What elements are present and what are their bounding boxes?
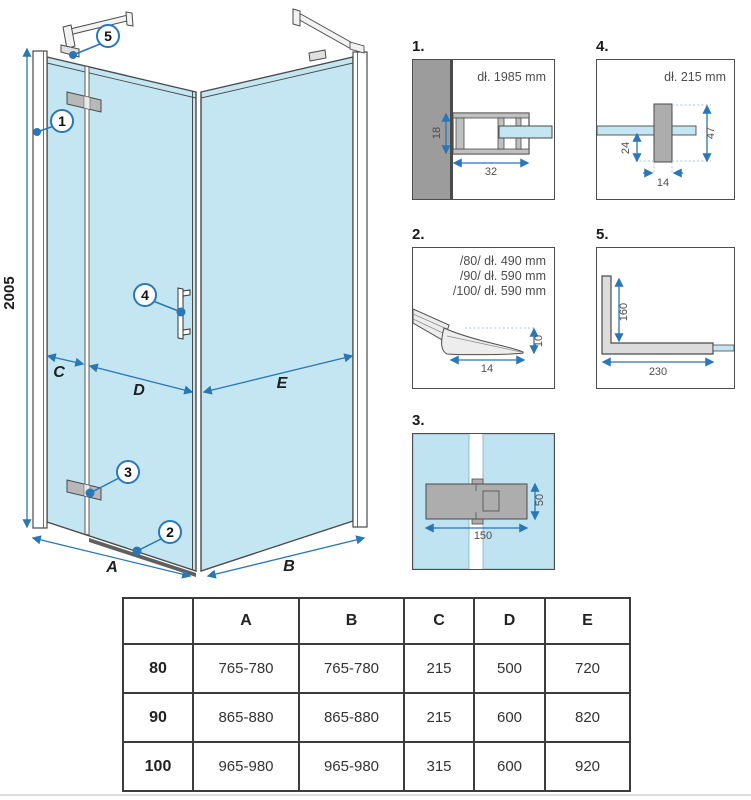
detail-4-dim-47: 47: [705, 126, 717, 140]
table-size-cell: 100: [123, 742, 193, 791]
main-diagram: [0, 0, 410, 610]
glass-edge: [713, 345, 734, 351]
table-value-cell: 215: [404, 644, 474, 693]
detail-5-dim-230: 230: [648, 366, 668, 378]
spec-table: [122, 597, 631, 792]
dim-D-label: D: [133, 382, 145, 399]
dim-height-2005: [1, 49, 27, 527]
callout-1-number: 1: [58, 113, 66, 129]
table-header-A: A: [193, 598, 299, 644]
detail-2-length-80: /80/ dł. 490 mm: [459, 254, 546, 268]
bottom-divider: [0, 794, 751, 796]
table-value-cell: 765-780: [193, 644, 299, 693]
detail-1-dim-18: 18: [431, 126, 443, 140]
table-header-E: E: [545, 598, 630, 644]
detail-5-drawing: [596, 247, 735, 389]
table-value-cell: 865-880: [299, 693, 404, 742]
glass-panel-right: [201, 57, 353, 571]
table-value-cell: 920: [545, 742, 630, 791]
wall-profile-cross-section: [453, 113, 552, 154]
glass-edge: [597, 126, 696, 135]
table-value-cell: 315: [404, 742, 474, 791]
detail-3-dim-50: 50: [534, 493, 546, 507]
table-value-cell: 865-880: [193, 693, 299, 742]
detail-1: [412, 38, 555, 200]
table-size-cell: 90: [123, 693, 193, 742]
detail-2-length-90: /90/ dł. 590 mm: [459, 269, 546, 283]
detail-2-length-100: /100/ dł. 590 mm: [452, 284, 546, 298]
detail-5-label: 5.: [596, 226, 609, 243]
table-header-row: [123, 598, 630, 644]
detail-3: [412, 412, 555, 570]
detail-4-dim-24: 24: [620, 141, 632, 155]
table-row: [123, 693, 630, 742]
detail-4-drawing: [596, 59, 735, 200]
detail-3-label: 3.: [412, 412, 425, 429]
table-value-cell: 720: [545, 644, 630, 693]
table-header-D: D: [474, 598, 545, 644]
table-corner-cell: [123, 598, 193, 644]
detail-1-dim-32: 32: [484, 166, 498, 178]
detail-2-dim-14: 14: [480, 363, 494, 375]
table-header-B: B: [299, 598, 404, 644]
dim-A-label: A: [106, 559, 118, 576]
callout-2-number: 2: [166, 524, 174, 540]
table-value-cell: 500: [474, 644, 545, 693]
wall-profile-right: [353, 52, 367, 527]
table-value-cell: 765-780: [299, 644, 404, 693]
stabilizer-bar-section: [654, 104, 672, 162]
wall-profile-left: [33, 51, 47, 528]
dim-E-label: E: [276, 375, 288, 392]
detail-2-drawing: [412, 247, 555, 389]
detail-2-dim-10: 10: [533, 334, 545, 348]
table-row: [123, 742, 630, 791]
glass-panel-left: [47, 57, 196, 571]
table-value-cell: 965-980: [299, 742, 404, 791]
detail-5-dim-160: 160: [618, 302, 630, 322]
detail-2-label: 2.: [412, 226, 425, 243]
detail-1-drawing: [412, 59, 555, 200]
table-value-cell: 215: [404, 693, 474, 742]
detail-4: [596, 38, 735, 200]
detail-1-length: dł. 1985 mm: [477, 70, 546, 84]
table-value-cell: 600: [474, 693, 545, 742]
seal-strip-section: [413, 309, 523, 355]
callout-4-number: 4: [141, 287, 149, 303]
detail-4-label: 4.: [596, 38, 609, 55]
detail-1-label: 1.: [412, 38, 425, 55]
detail-3-drawing: [412, 433, 555, 570]
dim-C-label: C: [53, 364, 65, 381]
detail-3-dim-150: 150: [473, 530, 493, 542]
glass-edge: [499, 126, 552, 138]
callout-3-number: 3: [124, 464, 132, 480]
door-hinge-profile: [85, 66, 89, 535]
detail-4-length: dł. 215 mm: [664, 70, 726, 84]
detail-4-dim-14: 14: [656, 177, 670, 189]
table-size-cell: 80: [123, 644, 193, 693]
dim-height-label: 2005: [1, 276, 18, 310]
callout-5-number: 5: [104, 28, 112, 44]
dim-B-label: B: [283, 558, 295, 575]
hinge-plate: [426, 479, 527, 524]
detail-2: [412, 226, 555, 389]
table-value-cell: 820: [545, 693, 630, 742]
table-value-cell: 965-980: [193, 742, 299, 791]
table-row: [123, 644, 630, 693]
table-value-cell: 600: [474, 742, 545, 791]
detail-5: [596, 226, 735, 389]
table-header-C: C: [404, 598, 474, 644]
